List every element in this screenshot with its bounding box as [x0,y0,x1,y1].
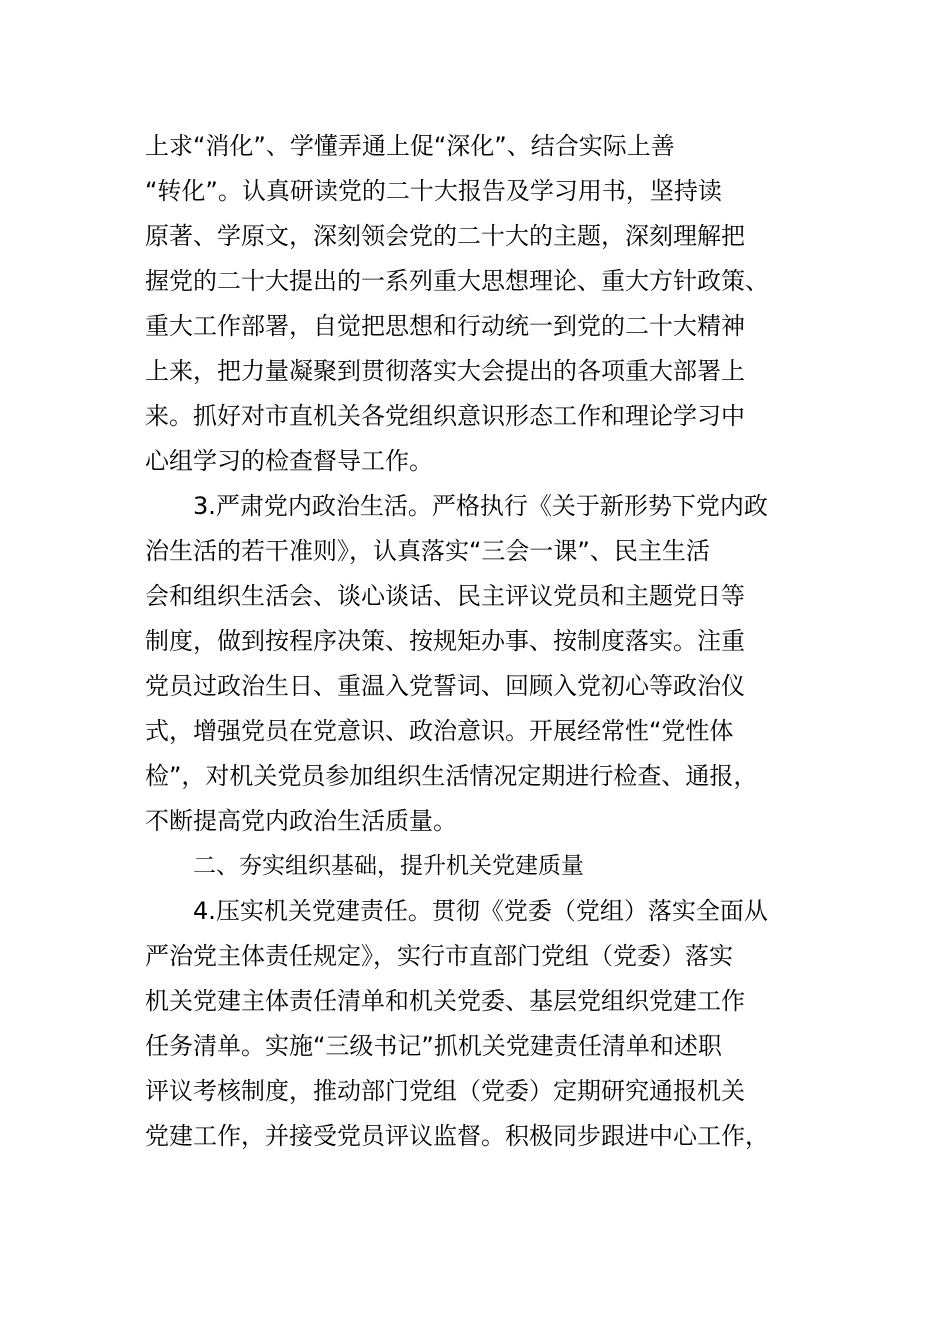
text-line: 检”，对机关党员参加组织生活情况定期进行检查、通报， [145,762,758,790]
text-line: 治生活的若干准则》，认真落实“三会一课”、民主生活 [145,537,710,565]
text-line: 不断提高党内政治生活质量。 [145,807,457,835]
text-line: “转化”。认真研读党的二十大报告及学习用书，坚持读 [145,177,722,205]
text-line: 党建工作，并接受党员评议监督。积极同步跟进中心工作， [145,1122,769,1150]
paragraph-start-line: 3.严肃党内政治生活。严格执行《关于新形势下党内政 [193,492,768,520]
document-body [145,124,815,1159]
text-line: 党员过政治生日、重温入党誓词、回顾入党初心等政治仪 [145,672,745,700]
text-line: 心组学习的检查督导工作。 [145,447,433,475]
text-line: 上来，把力量凝聚到贯彻落实大会提出的各项重大部署上 [145,357,745,385]
text-line: 机关党建主体责任清单和机关党委、基层党组织党建工作 [145,987,745,1015]
text-line: 评议考核制度，推动部门党组（党委）定期研究通报机关 [145,1077,745,1105]
text-line: 握党的二十大提出的一系列重大思想理论、重大方针政策、 [145,267,769,295]
paragraph-start-line: 4.压实机关党建责任。贯彻《党委（党组）落实全面从 [193,897,768,925]
text-line: 制度，做到按程序决策、按规矩办事、按制度落实。注重 [145,627,745,655]
text-line: 会和组织生活会、谈心谈话、民主评议党员和主题党日等 [145,582,745,610]
section-heading: 二、夯实组织基础，提升机关党建质量 [193,853,584,879]
text-line: 重大工作部署，自觉把思想和行动统一到党的二十大精神 [145,312,745,340]
text-line: 严治党主体责任规定》，实行市直部门党组（党委）落实 [145,942,733,970]
text-line: 来。抓好对市直机关各党组织意识形态工作和理论学习中 [145,402,745,430]
text-line: 任务清单。实施“三级书记”抓机关党建责任清单和述职 [145,1032,722,1060]
text-line: 式，增强党员在党意识、政治意识。开展经常性“党性体 [145,717,734,745]
text-line: 上求“消化”、学懂弄通上促“深化”、结合实际上善 [145,132,675,160]
text-line: 原著、学原文，深刻领会党的二十大的主题，深刻理解把 [145,222,745,250]
